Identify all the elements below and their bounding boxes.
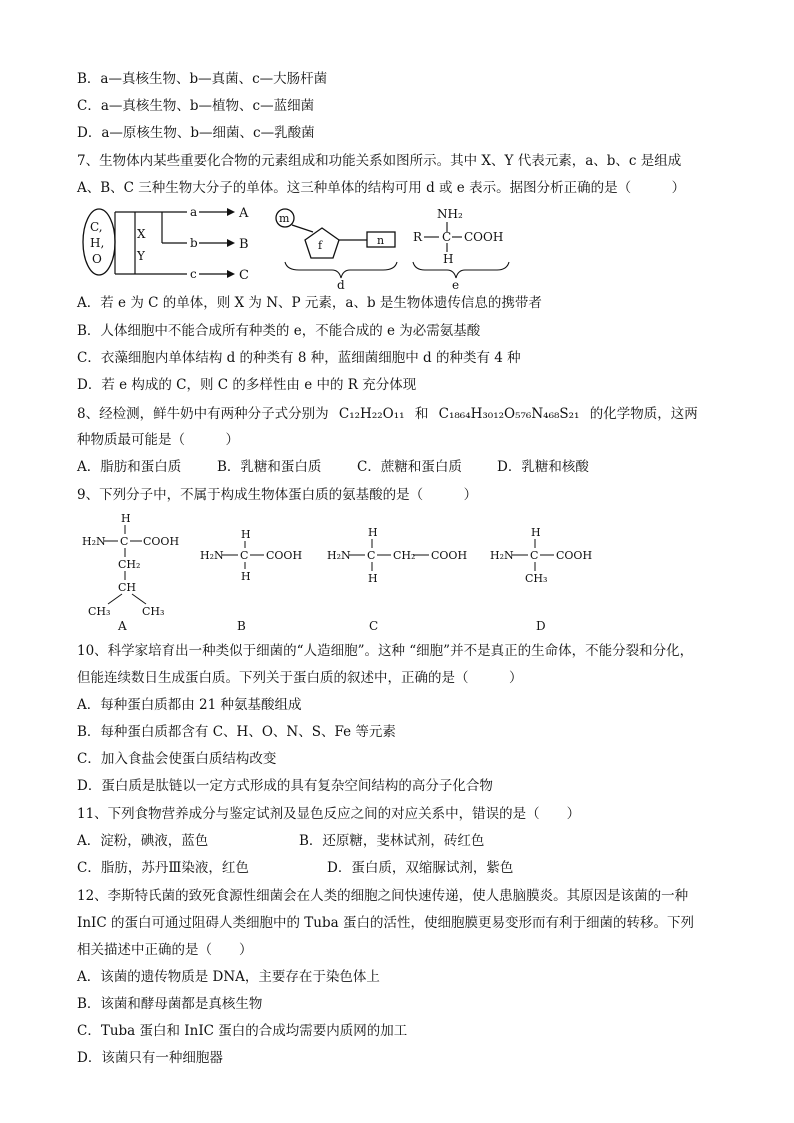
q8-options	[77, 458, 589, 476]
label-d: d	[337, 278, 345, 290]
q8-option-b: B．乳糖和蛋白质	[217, 459, 322, 475]
a-ch3-left: CH₃	[88, 605, 111, 618]
q9-stem: 9、下列分子中，不属于构成生物体蛋白质的氨基酸的是（ ）	[77, 487, 478, 503]
q12-option-b: B．该菌和酵母菌都是真核生物	[77, 996, 263, 1012]
q8-and: 和	[414, 406, 429, 422]
x-label: X	[137, 227, 146, 241]
part-f: f	[318, 239, 323, 252]
a-carbon: C	[120, 535, 129, 548]
q7-option-a: A．若 e 为 C 的单体，则 X 为 N、P 元素，a、b 是生物体遗传信息的携带者	[77, 295, 542, 311]
d-cooh: COOH	[556, 549, 593, 562]
q11-stem: 11、下列食物营养成分与鉴定试剂及显色反应之间的对应关系中，错误的是（ ）	[77, 806, 581, 822]
q10-option-c: C．加入食盐会使蛋白质结构改变	[77, 751, 277, 767]
q6-option-b: B．a—真核生物、b—真菌、c—大肠杆菌	[77, 71, 328, 87]
a-ch3-right: CH₃	[142, 605, 165, 618]
structure-d	[490, 526, 592, 585]
a-ch: CH	[118, 581, 137, 594]
q11-option-a: A．淀粉，碘液，蓝色	[77, 833, 209, 849]
q9-figure	[80, 508, 620, 633]
part-n: n	[377, 234, 385, 247]
q9-label-c: C	[369, 619, 379, 633]
q12-stem-line3: 相关描述中正确的是（ ）	[77, 942, 253, 958]
element-c: C,	[90, 220, 103, 234]
c-h-top: H	[368, 526, 378, 539]
label-e: e	[452, 278, 460, 290]
d-ch3: CH₃	[525, 572, 548, 585]
aa-nh2: NH₂	[437, 207, 463, 221]
q7-option-b: B．人体细胞中不能合成所有种类的 e，不能合成的 e 为必需氨基酸	[77, 323, 481, 339]
q12-stem-line1: 12、李斯特氏菌的致死食源性细菌会在人类的细胞之间快速传递，使人患脑膜炎。其原因是该菌的一种	[77, 888, 689, 904]
q12-option-a: A．该菌的遗传物质是 DNA，主要存在于染色体上	[77, 969, 380, 985]
a-h-top: H	[121, 512, 131, 525]
q7-option-d: D．若 e 构成的 C，则 C 的多样性由 e 中的 R 充分体现	[77, 377, 417, 393]
q9-label-d: D	[536, 619, 546, 633]
q11-option-c: C．脂肪，苏丹Ⅲ染液，红色	[77, 860, 249, 876]
q12-stem-line2: InIC 的蛋白可通过阻碍人类细胞中的 Tuba 蛋白的活性，使细胞膜更易变形而有利于细菌的转移。下列	[77, 915, 694, 931]
q10-option-b: B．每种蛋白质都含有 C、H、O、N、S、Fe 等元素	[77, 724, 396, 740]
aa-h: H	[443, 252, 454, 266]
y-label: Y	[137, 249, 145, 263]
d-carbon: C	[530, 549, 539, 562]
q8-stem-line1	[77, 405, 698, 423]
q7-stem-line2: A、B、C 三种生物大分子的单体。这三种单体的结构可用 d 或 e 表示。据图分析正确的是（ ）	[77, 180, 686, 196]
c-h-bottom: H	[368, 572, 378, 585]
q8-option-a: A．脂肪和蛋白质	[77, 459, 182, 475]
q6-option-c: C．a—真核生物、b—植物、c—蓝细菌	[77, 98, 315, 114]
monomer-c: c	[190, 267, 197, 281]
q8-stem-end: 的化学物质，这两	[589, 406, 698, 422]
q8-stem-start: 8、经检测，鲜牛奶中有两种分子式分别为	[77, 406, 329, 422]
monomer-a: a	[190, 205, 198, 219]
macro-b: B	[239, 237, 249, 252]
d-h-top: H	[531, 526, 541, 539]
aa-r: R	[413, 230, 423, 244]
q8-formula-2: C₁₈₆₄H₃₀₁₂O₅₇₆N₄₆₈S₂₁	[438, 406, 580, 422]
q7-option-c: C．衣藻细胞内单体结构 d 的种类有 8 种，蓝细菌细胞中 d 的种类有 4 种	[77, 350, 521, 366]
q7-stem-line1: 7、生物体内某些重要化合物的元素组成和功能关系如图所示。其中 X、Y 代表元素，a、b、c 是组成	[77, 153, 682, 169]
q8-formula-1: C₁₂H₂₂O₁₁	[338, 406, 405, 422]
structure-a	[82, 512, 179, 618]
q10-option-a: A．每种蛋白质都由 21 种氨基酸组成	[77, 697, 302, 713]
q10-option-d: D．蛋白质是肽链以一定方式形成的具有复杂空间结构的高分子化合物	[77, 778, 493, 794]
q8-option-c: C．蔗糖和蛋白质	[357, 459, 462, 475]
q9-label-a: A	[118, 619, 127, 633]
q12-option-d: D．该菌只有一种细胞器	[77, 1050, 223, 1066]
structure-b	[200, 528, 302, 583]
q8-option-d: D．乳糖和核酸	[497, 459, 589, 475]
q11-options-row2	[77, 859, 513, 877]
c-amine: H₂N	[327, 549, 351, 562]
a-ch2: CH₂	[118, 558, 141, 571]
b-amine: H₂N	[200, 549, 224, 562]
monomer-b: b	[190, 236, 198, 250]
aa-c: C	[442, 230, 452, 244]
c-cooh: COOH	[431, 549, 468, 562]
c-ch2: CH₂	[393, 549, 416, 562]
c-carbon: C	[367, 549, 376, 562]
q7-figure	[77, 200, 517, 290]
q12-option-c: C．Tuba 蛋白和 InIC 蛋白的合成均需要内质网的加工	[77, 1023, 408, 1039]
b-carbon: C	[240, 549, 249, 562]
structure-c	[327, 526, 467, 585]
q8-stem-line2: 种物质最可能是（ ）	[77, 432, 239, 448]
b-h-bottom: H	[241, 570, 251, 583]
macro-c: C	[239, 268, 249, 283]
b-cooh: COOH	[266, 549, 303, 562]
q6-option-d: D．a—原核生物、b—细菌、c—乳酸菌	[77, 125, 315, 141]
q11-option-b: B．还原糖，斐林试剂，砖红色	[299, 833, 485, 849]
macro-a: A	[239, 206, 249, 221]
part-m: m	[279, 212, 290, 225]
element-o: O	[92, 252, 102, 266]
element-h: H,	[90, 236, 105, 250]
d-amine: H₂N	[490, 549, 514, 562]
aa-cooh: COOH	[464, 230, 504, 244]
q11-options-row1	[77, 832, 484, 850]
b-h-top: H	[241, 528, 251, 541]
q11-option-d: D．蛋白质，双缩脲试剂，紫色	[327, 860, 514, 876]
a-cooh: COOH	[143, 535, 180, 548]
q10-stem-line1: 10、科学家培育出一种类似于细菌的“人造细胞”。这种 “细胞”并不是真正的生命体，不能分裂和分化，	[77, 643, 694, 659]
q10-stem-line2: 但能连续数日生成蛋白质。下列关于蛋白质的叙述中，正确的是（ ）	[77, 670, 523, 686]
q9-label-b: B	[237, 619, 246, 633]
a-amine: H₂N	[82, 535, 106, 548]
